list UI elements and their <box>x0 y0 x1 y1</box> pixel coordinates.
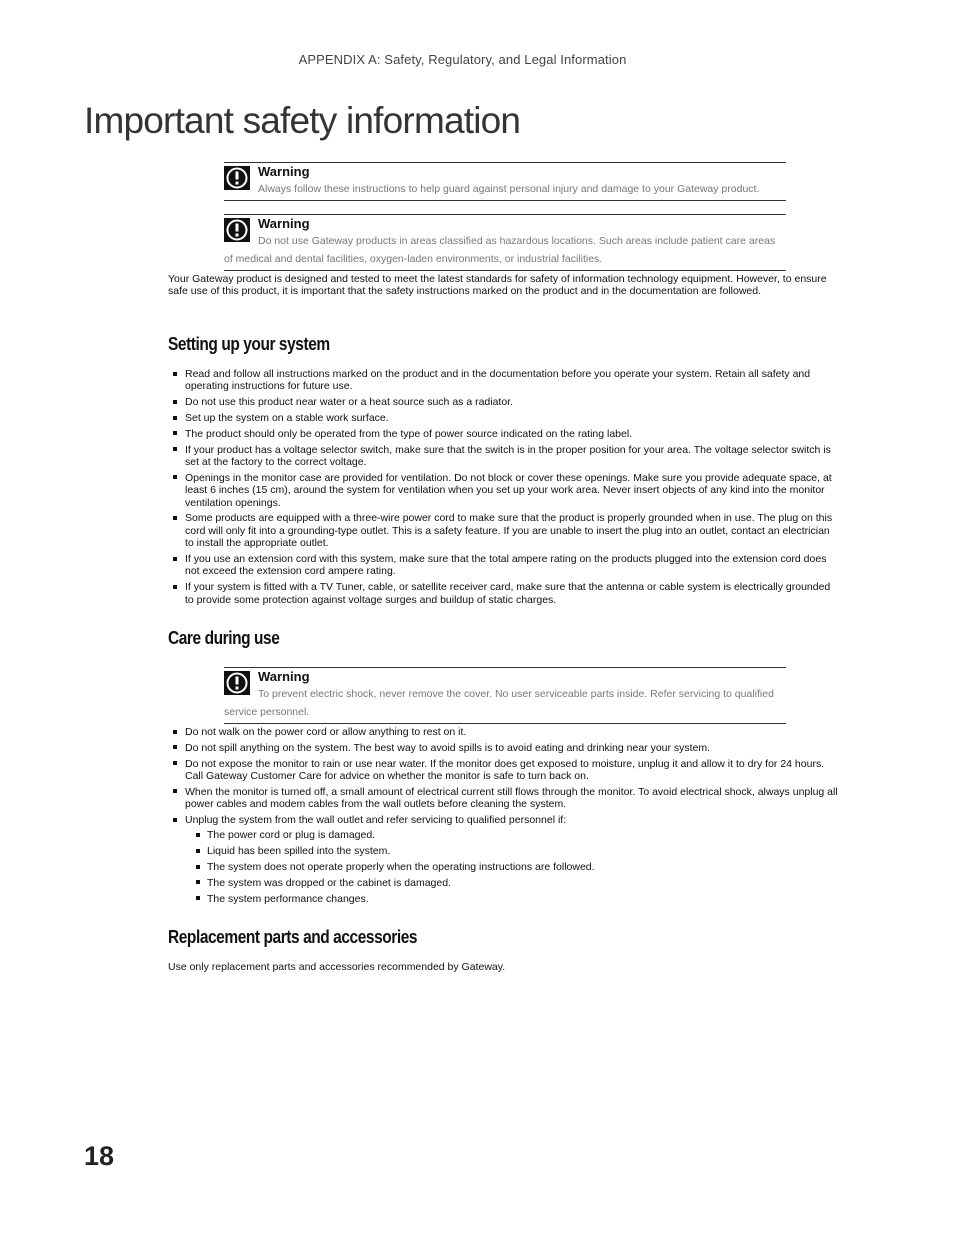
section-heading-care: Care during use <box>168 628 280 648</box>
list-item: When the monitor is turned off, a small amount of electrical current still flows through the monitor. To avoid electrical shock, always unplug all power cables and modem cables from the wall outlets before cleaning the system. <box>168 786 838 811</box>
list-item: Set up the system on a stable work surface. <box>168 412 838 424</box>
warning-text: Always follow these instructions to help guard against personal injury and damage to your Gateway product. <box>258 183 760 195</box>
exclamation-icon <box>224 671 250 695</box>
exclamation-icon <box>224 218 250 242</box>
sub-list-item: The power cord or plug is damaged. <box>191 829 838 841</box>
list-item: Some products are equipped with a three-wire power cord to make sure that the product is properly grounded when in use. The plug on this cord will only fit into a grounding-type outlet. This is a safety feature. If you are unable to insert the plug into an outlet, contact an electrician to install the appropriate outlet. <box>168 512 838 549</box>
section-heading-setup: Setting up your system <box>168 334 330 354</box>
replacement-paragraph: Use only replacement parts and accessories recommended by Gateway. <box>168 961 506 973</box>
exclamation-icon <box>224 166 250 190</box>
list-item: Read and follow all instructions marked on the product and in the documentation before you operate your system. Retain all safety and operating instructions for future use. <box>168 368 838 393</box>
warning-box <box>224 667 786 724</box>
list-item: Do not expose the monitor to rain or use near water. If the monitor does get exposed to moisture, unplug it and allow it to dry for 24 hours. Call Gateway Customer Care for advice on whether the monitor is safe to turn back on. <box>168 758 838 783</box>
warning-title: Warning <box>258 216 310 231</box>
sub-list-item: Liquid has been spilled into the system. <box>191 845 838 857</box>
care-list <box>168 726 838 908</box>
intro-paragraph: Your Gateway product is designed and tested to meet the latest standards for safety of information technology equipment. However, to ensure safe use of this product, it is important that the safety instructions marked on the product and in the documentation are followed. <box>168 273 827 298</box>
warning-text: Do not use Gateway products in areas classified as hazardous locations. Such areas include patient care areas of medical and dental facilities, oxygen-laden environments, or industrial facilities. <box>224 235 776 265</box>
list-item: Do not use this product near water or a heat source such as a radiator. <box>168 396 838 408</box>
warning-box <box>224 214 786 271</box>
list-item <box>168 814 838 905</box>
setup-list <box>168 368 838 609</box>
list-item: If your product has a voltage selector switch, make sure that the switch is in the proper position for your area. The voltage selector switch is set at the factory to the correct voltage. <box>168 444 838 469</box>
sub-list-item: The system was dropped or the cabinet is damaged. <box>191 877 838 889</box>
sub-list-item: The system does not operate properly when the operating instructions are followed. <box>191 861 838 873</box>
page-number: 18 <box>84 1141 115 1171</box>
section-heading-replacement: Replacement parts and accessories <box>168 927 418 947</box>
list-item: If your system is fitted with a TV Tuner, cable, or satellite receiver card, make sure that the antenna or cable system is electrically grounded to provide some protection against voltage surges and buildup of static charges. <box>168 581 838 606</box>
page-title: Important safety information <box>84 100 521 141</box>
care-sub-list <box>191 829 838 905</box>
running-head: APPENDIX A: Safety, Regulatory, and Legal Information <box>298 52 627 67</box>
list-item: The product should only be operated from the type of power source indicated on the rating label. <box>168 428 838 440</box>
list-item: Do not spill anything on the system. The best way to avoid spills is to avoid eating and drinking near your system. <box>168 742 838 754</box>
warning-title: Warning <box>258 669 310 684</box>
list-item: Do not walk on the power cord or allow anything to rest on it. <box>168 726 838 738</box>
warning-box <box>224 162 786 201</box>
list-item-text: Unplug the system from the wall outlet and refer servicing to qualified personnel if: <box>185 814 567 826</box>
warning-title: Warning <box>258 164 310 179</box>
list-item: Openings in the monitor case are provided for ventilation. Do not block or cover these openings. Make sure you provide adequate space, at least 6 inches (15 cm), around the system for ventilation when you set up your work area. Never insert objects of any kind into the monitor ventilation openings. <box>168 472 838 509</box>
sub-list-item: The system performance changes. <box>191 893 838 905</box>
list-item: If you use an extension cord with this system, make sure that the total ampere rating on the products plugged into the extension cord does not exceed the extension cord ampere rating. <box>168 553 838 578</box>
warning-text: To prevent electric shock, never remove the cover. No user serviceable parts inside. Refer servicing to qualified service personnel. <box>224 688 774 718</box>
